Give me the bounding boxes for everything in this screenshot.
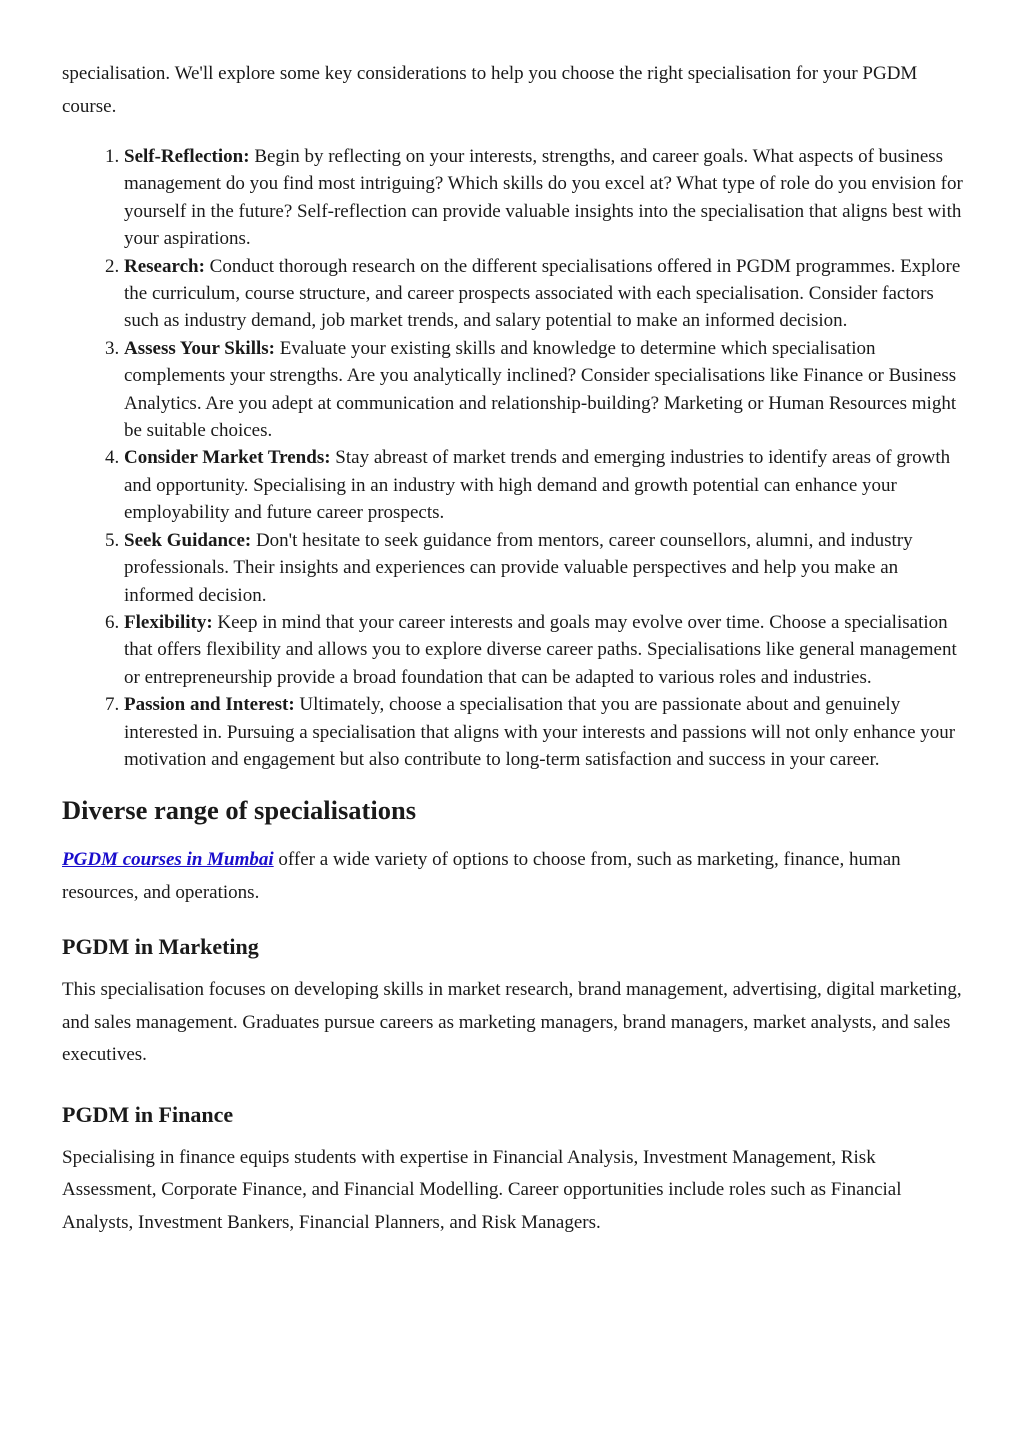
list-item: [124, 527, 965, 609]
list-item-term: Flexibility:: [124, 611, 213, 633]
list-item-term: Assess Your Skills:: [124, 337, 275, 359]
list-item: [124, 609, 965, 691]
list-item-term: Consider Market Trends:: [124, 447, 331, 469]
finance-paragraph: Specialising in finance equips students with expertise in Financial Analysis, Investment Management, Risk Assessment, Corporate Finance, and Financial Modelling. Career opportunities include roles such as Financial Analysts, Investment Bankers, Financial Planners, and Risk Managers.: [62, 1146, 902, 1233]
list-item: [124, 691, 965, 773]
list-item: [124, 253, 965, 335]
list-item-text: Evaluate your existing skills and knowledge to determine which specialisation complements your strengths. Are you analytically inclined? Consider specialisations like Finance or Business Analytics. Are you adept at communication and relationship-building? Marketing or Human Resources might be suitable choices.: [124, 337, 957, 442]
marketing-paragraph: This specialisation focuses on developing skills in market research, brand management, advertising, digital marketing, and sales management. Graduates pursue careers as marketing managers, brand managers, market analysts, and sales executives.: [62, 979, 962, 1066]
list-item-text: Ultimately, choose a specialisation that you are passionate about and genuinely interested in. Pursuing a specialisation that aligns with your interests and passions will not only enhance your motivation and engagement but also contribute to long-term satisfaction and success in your career.: [124, 694, 956, 770]
diverse-text: offer a wide variety of options to choose from, such as marketing, finance, human resources, and operations.: [62, 849, 901, 903]
finance-heading: PGDM in Finance: [62, 1101, 234, 1127]
list-item-term: Research:: [124, 255, 205, 277]
list-item: [124, 335, 965, 445]
list-item-term: Seek Guidance:: [124, 529, 252, 551]
list-item: [124, 143, 965, 253]
pgdm-courses-link[interactable]: PGDM courses in Mumbai: [62, 849, 274, 871]
list-item-term: Passion and Interest:: [124, 694, 295, 716]
list-item-text: Begin by reflecting on your interests, strengths, and career goals. What aspects of business management do you find most intriguing? Which skills do you excel at? What type of role do you envision for yourself in the future? Self-reflection can provide valuable insights into the specialisation that aligns best with your aspirations.: [124, 146, 963, 250]
list-item-text: Keep in mind that your career interests and goals may evolve over time. Choose a specialisation that offers flexibility and allows you to explore diverse career paths. Specialisations like general management or entrepreneurship provide a broad foundation that can be adapted to various roles and industries.: [124, 611, 957, 688]
list-item: [124, 444, 965, 526]
list-item-text: Conduct thorough research on the different specialisations offered in PGDM programmes. Explore the curriculum, course structure, and career prospects associated with each specialisation. Consider factors such as industry demand, job market trends, and salary potential to make an informed decision.: [124, 255, 961, 332]
list-item-term: Self-Reflection:: [124, 146, 250, 167]
diverse-heading: Diverse range of specialisations: [62, 795, 417, 826]
marketing-heading: PGDM in Marketing: [62, 934, 259, 960]
diverse-paragraph: [62, 844, 965, 909]
considerations-list: [62, 143, 965, 773]
list-item-text: Don't hesitate to seek guidance from mentors, career counsellors, alumni, and industry professionals. Their insights and experiences can provide valuable perspectives and help you make an informed decision.: [124, 529, 913, 606]
intro-paragraph: specialisation. We'll explore some key considerations to help you choose the right specialisation for your PGDM course.: [62, 63, 918, 117]
list-item-text: Stay abreast of market trends and emerging industries to identify areas of growth and opportunity. Specialising in an industry with high demand and growth potential can enhance your employability and future career prospects.: [124, 447, 951, 524]
